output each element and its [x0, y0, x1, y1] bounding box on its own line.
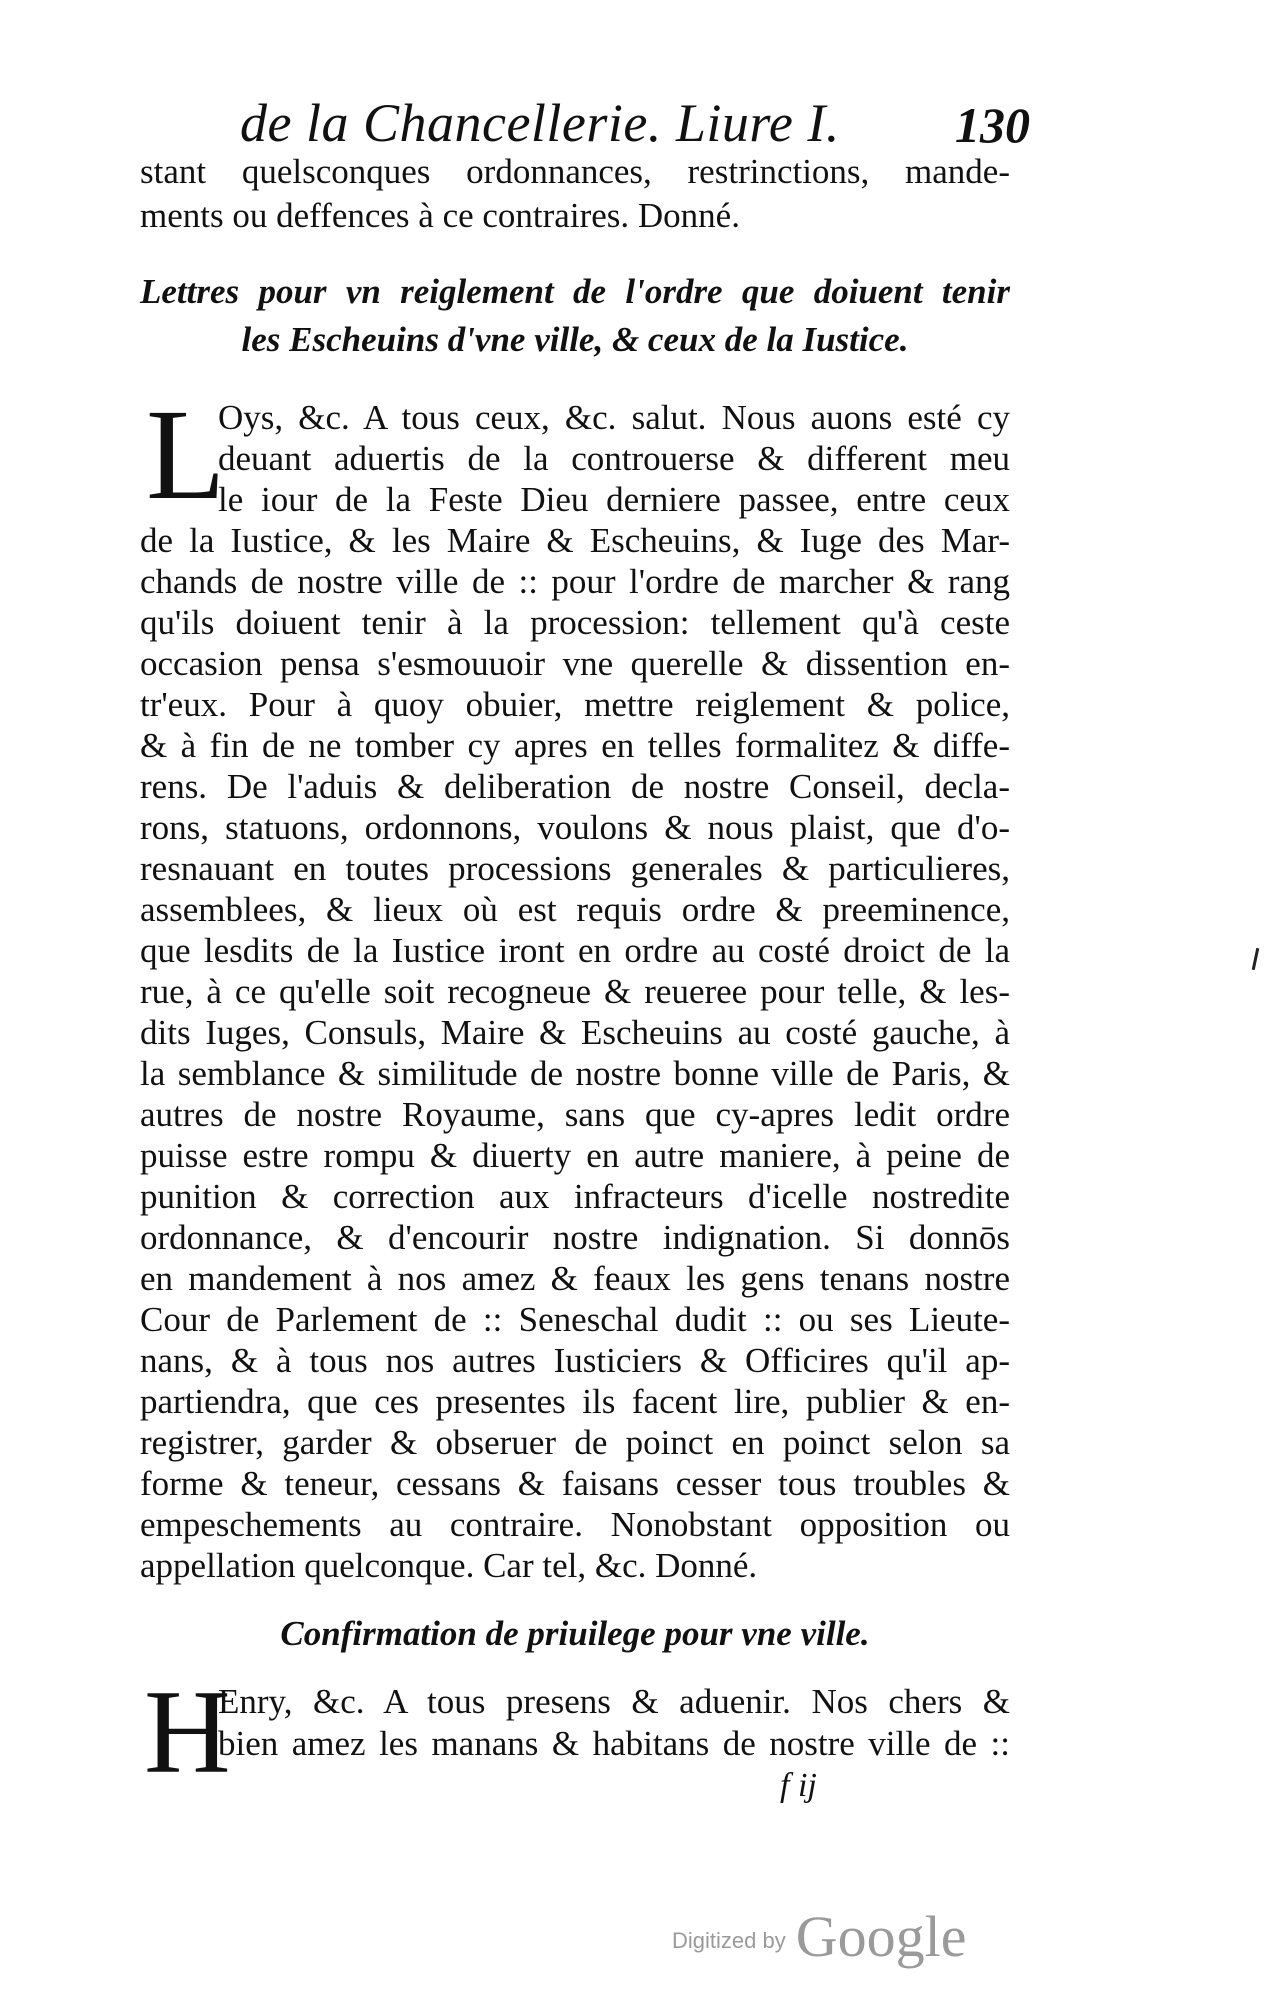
body-line: qu'ils doiuent tenir à la procession: tellement qu'à ceste — [140, 603, 1010, 642]
body-line: puisse estre rompu & diuerty en autre maniere, à peine de — [140, 1136, 1010, 1175]
body-line: forme & teneur, cessans & faisans cesser tous troubles & — [140, 1464, 1010, 1503]
body-line: punition & correction aux infracteurs d'icelle nostredite — [140, 1177, 1010, 1216]
body-line: & à fin de ne tomber cy apres en telles formalitez & diffe- — [140, 726, 1010, 765]
continuation-line: ments ou deffences à ce contraires. Donné. — [140, 196, 740, 235]
running-title: de la Chancellerie. Liure I. — [240, 93, 840, 153]
body-line: nans, & à tous nos autres Iusticiers & Officires qu'il ap- — [140, 1341, 1010, 1380]
body-line: empeschements au contraire. Nonobstant opposition ou — [140, 1505, 1010, 1544]
body-line: partiendra, que ces presentes ils facent lire, publier & en- — [140, 1382, 1010, 1421]
ink-mark — [1252, 948, 1260, 970]
body-line: le iour de la Feste Dieu derniere passee, entre ceux — [218, 480, 1010, 519]
body-line: rens. De l'aduis & deliberation de nostre Conseil, decla- — [140, 767, 1010, 806]
page-number: 130 — [955, 97, 1030, 153]
body-line: ordonnance, & d'encourir nostre indignation. Si donnōs — [140, 1218, 1010, 1257]
body-line: la semblance & similitude de nostre bonne ville de Paris, & — [140, 1054, 1010, 1093]
body-line: deuant aduertis de la controuerse & different meu — [218, 439, 1010, 478]
drop-capital: H — [144, 1665, 231, 1798]
watermark-prefix: Digitized by — [672, 1928, 786, 1953]
watermark-brand: Google — [795, 1904, 967, 1969]
body-line: Enry, &c. A tous presens & aduenir. Nos chers & — [218, 1682, 1010, 1721]
body-line: registrer, garder & obseruer de poinct en poinct selon sa — [140, 1423, 1010, 1462]
section-heading-line: Lettres pour vn reiglement de l'ordre que doiuent tenir — [140, 272, 1010, 311]
body-line: rue, à ce qu'elle soit recogneue & reueree pour telle, & les- — [140, 972, 1010, 1011]
body-line: appellation quelconque. Car tel, &c. Donné. — [140, 1546, 758, 1585]
body-line: dits Iuges, Consuls, Maire & Escheuins au costé gauche, à — [140, 1013, 1010, 1052]
body-line: resnauant en toutes processions generales & particulieres, — [140, 849, 1010, 888]
body-line: rons, statuons, ordonnons, voulons & nous plaist, que d'o- — [140, 808, 1010, 847]
body-line: que lesdits de la Iustice iront en ordre au costé droict de la — [140, 931, 1010, 970]
digitization-watermark — [672, 1903, 966, 1970]
continuation-line: stant quelsconques ordonnances, restrinctions, mande- — [140, 152, 1010, 191]
body-line: tr'eux. Pour à quoy obuier, mettre reiglement & police, — [140, 685, 1010, 724]
signature-mark: f ij — [780, 1767, 817, 1804]
body-line: occasion pensa s'esmouuoir vne querelle & dissention en- — [140, 644, 1010, 683]
body-line: Oys, &c. A tous ceux, &c. salut. Nous auons esté cy — [218, 398, 1010, 437]
body-line: bien amez les manans & habitans de nostre ville de :: — [218, 1724, 1010, 1763]
body-line: Cour de Parlement de :: Seneschal dudit :: ou ses Lieute- — [140, 1300, 1010, 1339]
body-line: chands de nostre ville de :: pour l'ordre de marcher & rang — [140, 562, 1010, 601]
section-heading: Confirmation de priuilege pour vne ville. — [280, 1614, 870, 1653]
body-line: de la Iustice, & les Maire & Escheuins, & Iuge des Mar- — [140, 521, 1010, 560]
body-line: assemblees, & lieux où est requis ordre & preeminence, — [140, 890, 1010, 929]
drop-capital: L — [146, 383, 226, 527]
section-heading-line: les Escheuins d'vne ville, & ceux de la Iustice. — [241, 320, 909, 359]
body-line: en mandement à nos amez & feaux les gens tenans nostre — [140, 1259, 1010, 1298]
body-line: autres de nostre Royaume, sans que cy-apres ledit ordre — [140, 1095, 1010, 1134]
